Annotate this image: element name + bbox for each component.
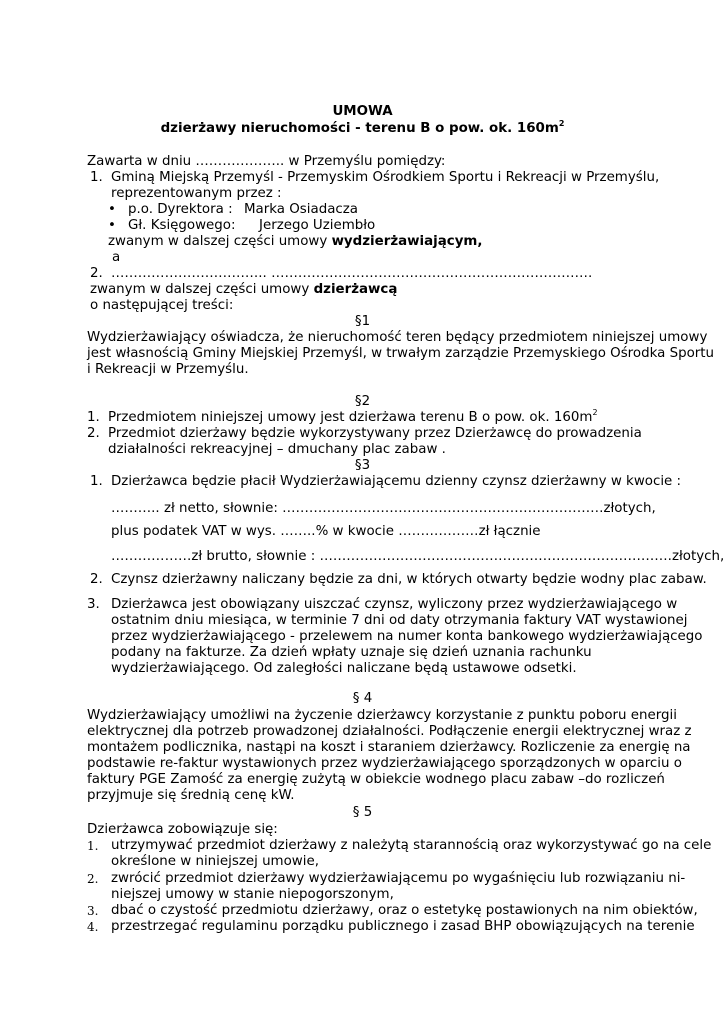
section2-heading: §2	[354, 394, 371, 409]
section3-item3-line: Dzierżawca jest obowiązany uiszczać czynsz, wyliczony przez wydzierżawiającego w	[111, 597, 678, 612]
section3-item3-line: przez wydzierżawiającego - przelewem na numer konta bankowego wydzierżawiającego	[111, 629, 703, 644]
section5-item-number: 1.	[87, 839, 99, 853]
section4-line: elektrycznej dla potrzeb prowadzonej działalności. Podłączenie energii elektrycznej wraz z	[87, 724, 692, 739]
section3-item3-line: podany na fakturze. Za dzień wpłaty uznaje się dzień uznania rachunku	[111, 645, 592, 660]
party2-designation-prefix: zwanym w dalszej części umowy	[90, 282, 314, 297]
section2-item2-line2: działalności rekreacyjnej – dmuchany plac zabaw .	[108, 442, 446, 457]
section5-item-line2: niejszej umowy w stanie niepogorszonym,	[111, 887, 394, 902]
document-subtitle	[0, 121, 725, 137]
section5-item-number: 3.	[87, 904, 99, 918]
section4-line: przyjmuje się średnią cenę kW.	[87, 788, 295, 803]
section2-item2-line1: Przedmiot dzierżawy będzie wykorzystywany przez Dzierżawcę do prowadzenia	[108, 426, 642, 441]
subtitle-superscript: 2	[558, 119, 565, 128]
section1-line: Wydzierżawiający oświadcza, że nieruchomość teren będący przedmiotem niniejszej umowy	[87, 330, 708, 345]
section4-heading: § 4	[352, 691, 373, 706]
intro-line: Zawarta w dniu ……………….. w Przemyślu pomiędzy:	[87, 154, 446, 169]
section3-item2: Czynsz dzierżawny naliczany będzie za dni, w których otwarty będzie wodny plac zabaw.	[111, 572, 707, 587]
section5-item-line1: utrzymywać przedmiot dzierżawy z należytą starannością oraz wykorzystywać go na cele	[111, 838, 712, 853]
section5-item-line1: dbać o czystość przedmiotu dzierżawy, oraz o estetykę postawionych na nim obiektów,	[111, 903, 698, 918]
section1-heading: §1	[354, 314, 371, 329]
party1-designation-term: wydzierżawiającym,	[331, 234, 483, 249]
section4-line: podstawie re-faktur wystawionych przez wydzierżawiającego sporządzonych w oparciu o	[87, 756, 682, 771]
subtitle-text: dzierżawy nieruchomości - terenu B o pow. ok. 160m	[160, 121, 559, 136]
section5-item-line1: przestrzegać regulaminu porządku publicznego i zasad BHP obowiązujących na terenie	[111, 919, 695, 934]
section3-item1-number: 1.	[90, 474, 103, 489]
section4-line: Wydzierżawiający umożliwi na życzenie dzierżawcy korzystanie z punktu poboru energii	[87, 708, 677, 723]
section3-gross-amount: ………………zł brutto, słownie : …………………………………………………………………….złotych,	[111, 549, 725, 564]
party1-designation	[108, 234, 482, 250]
bullet2-role: Gł. Księgowego:	[128, 218, 236, 233]
section2-item1-number: 1.	[87, 410, 100, 425]
section3-item3-line: ostatnim dniu miesiąca, w terminie 7 dni od daty otrzymania faktury VAT wystawionej	[111, 613, 688, 628]
party1-represented-by: reprezentowanym przez :	[111, 186, 282, 201]
section3-vat-amount: plus podatek VAT w wys. ……..% w kwocie ………………zł łącznie	[111, 524, 541, 539]
section1-line: i Rekreacji w Przemyślu.	[87, 362, 249, 377]
section4-line: montażem podlicznika, nastąpi na koszt i staraniem dzierżawcy. Rozliczenie za energię na	[87, 740, 691, 755]
section5-heading: § 5	[352, 805, 373, 820]
party2-designation-term: dzierżawcą	[313, 282, 398, 297]
bullet2-name: Jerzego Uziembło	[259, 218, 376, 233]
bullet1-name: Marka Osiadacza	[244, 202, 358, 217]
section3-item3-line: wydzierżawiającego. Od zaległości naliczane będą ustawowe odsetki.	[111, 661, 577, 676]
conjunction-and: a	[112, 250, 121, 265]
bullet-icon: •	[108, 218, 116, 233]
section3-heading: §3	[354, 458, 371, 473]
section3-item1: Dzierżawca będzie płacił Wydzierżawiającemu dzienny czynsz dzierżawny w kwocie :	[111, 474, 682, 489]
section2-item2-number: 2.	[87, 426, 100, 441]
section2-item1	[108, 410, 598, 426]
section3-item3-number: 3.	[87, 597, 100, 612]
section5-item-number: 2.	[87, 872, 99, 886]
party2-designation	[90, 282, 397, 298]
section1-line: jest własnością Gminy Miejskiej Przemyśl, w trwałym zarządzie Przemyskiego Ośrodka Sportu	[87, 346, 715, 361]
section5-intro: Dzierżawca zobowiązuje się:	[87, 822, 278, 837]
party1-number: 1.	[90, 170, 103, 185]
section2-item1-superscript: 2	[592, 408, 598, 417]
section4-line: faktury PGE Zamość za energię zużytą w obiekcie wodnego placu zabaw –do rozliczeń	[87, 772, 665, 787]
section3-net-amount: ……….. zł netto, słownie: ………………………………………………………………złotych,	[111, 501, 656, 516]
bullet1-role: p.o. Dyrektora :	[128, 202, 233, 217]
section5-item-number: 4.	[87, 920, 99, 934]
party1-designation-prefix: zwanym w dalszej części umowy	[108, 234, 332, 249]
section5-item-line2: określone w niniejszej umowie,	[111, 854, 319, 869]
section3-item2-number: 2.	[90, 572, 103, 587]
section5-item-line1: zwrócić przedmiot dzierżawy wydzierżawiającemu po wygaśnięciu lub rozwiązaniu ni-	[111, 871, 686, 886]
document-title: UMOWA	[332, 104, 393, 119]
party1-name: Gminą Miejską Przemyśl - Przemyskim Ośrodkiem Sportu i Rekreacji w Przemyślu,	[111, 170, 660, 185]
party2-blank: …………………………….. ………………………………………………………………	[111, 266, 593, 281]
party2-number: 2.	[90, 266, 103, 281]
following-content: o następującej treści:	[90, 298, 234, 313]
bullet-icon: •	[108, 202, 116, 217]
section2-item1-text: Przedmiotem niniejszej umowy jest dzierżawa terenu B o pow. ok. 160m	[108, 410, 593, 425]
